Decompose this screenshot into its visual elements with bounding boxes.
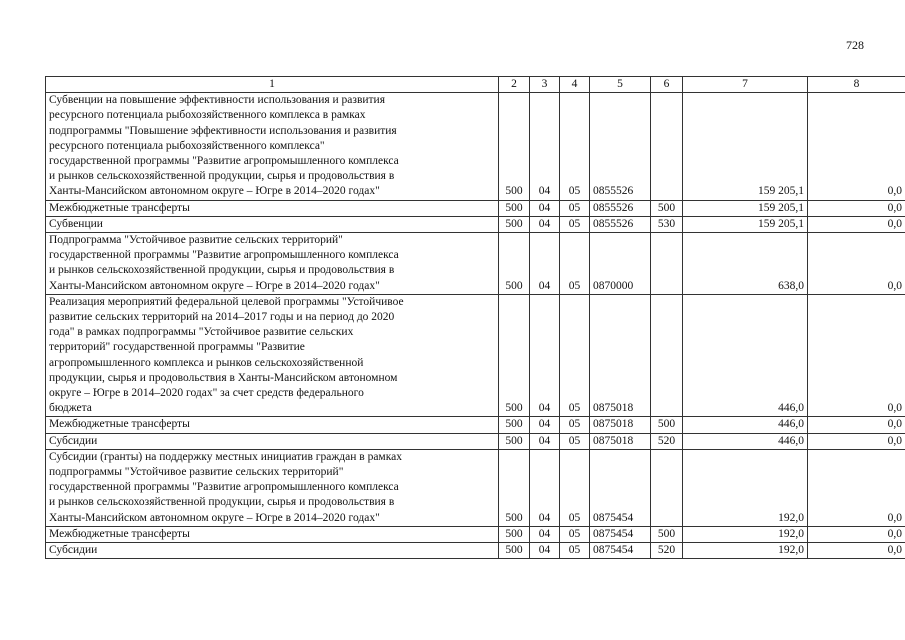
budget-table xyxy=(45,76,905,559)
column-header: 8 xyxy=(808,77,905,93)
ministry-code: 500 xyxy=(499,200,530,216)
amount-value-2: 0,0 xyxy=(808,417,905,433)
amount-value: 159 205,1 xyxy=(683,216,808,232)
column-header: 6 xyxy=(651,77,683,93)
section-code: 04 xyxy=(530,233,560,295)
expense-type-code: 520 xyxy=(651,433,683,449)
section-code: 04 xyxy=(530,93,560,200)
expense-type-code: 500 xyxy=(651,526,683,542)
subsection-code: 05 xyxy=(560,449,590,526)
subsection-code: 05 xyxy=(560,233,590,295)
amount-value: 159 205,1 xyxy=(683,200,808,216)
section-code: 04 xyxy=(530,433,560,449)
ministry-code: 500 xyxy=(499,417,530,433)
column-header: 5 xyxy=(590,77,651,93)
ministry-code: 500 xyxy=(499,294,530,417)
table-body xyxy=(46,77,905,559)
amount-value: 192,0 xyxy=(683,449,808,526)
line-item-name: Субвенции на повышение эффективности использования и развития ресурсного потенциала рыбохозяйственного комплекса в рамках подпрограммы "Повышение эффективности использования и развития ресурсного потенциала рыбохозяйственного комплекса" государственной программы "Развитие агропромышленного комплекса и рынков сельскохозяйственной продукции, сырья и продовольствия в Ханты-Мансийском автономном округе – Югре в 2014–2020 годах" xyxy=(46,93,499,200)
amount-value: 638,0 xyxy=(683,233,808,295)
line-item-name: Субсидии xyxy=(46,543,499,559)
amount-value-2: 0,0 xyxy=(808,216,905,232)
line-item-name: Подпрограмма "Устойчивое развитие сельских территорий" государственной программы "Развитие агропромышленного комплекса и рынков сельскохозяйственной продукции, сырья и продовольствия в Ханты-Мансийском автономном округе – Югре в 2014–2020 годах" xyxy=(46,233,499,295)
subsection-code: 05 xyxy=(560,543,590,559)
target-item-code: 0875454 xyxy=(590,543,651,559)
table-row xyxy=(46,200,905,216)
ministry-code: 500 xyxy=(499,433,530,449)
amount-value: 446,0 xyxy=(683,294,808,417)
expense-type-code: 500 xyxy=(651,417,683,433)
table-row xyxy=(46,449,905,526)
section-code: 04 xyxy=(530,216,560,232)
amount-value-2: 0,0 xyxy=(808,93,905,200)
column-header: 7 xyxy=(683,77,808,93)
amount-value-2: 0,0 xyxy=(808,233,905,295)
ministry-code: 500 xyxy=(499,93,530,200)
target-item-code: 0855526 xyxy=(590,200,651,216)
ministry-code: 500 xyxy=(499,449,530,526)
table-header-row xyxy=(46,77,905,93)
expense-type-code xyxy=(651,233,683,295)
amount-value-2: 0,0 xyxy=(808,526,905,542)
amount-value: 192,0 xyxy=(683,526,808,542)
column-header: 3 xyxy=(530,77,560,93)
line-item-name: Межбюджетные трансферты xyxy=(46,417,499,433)
subsection-code: 05 xyxy=(560,526,590,542)
amount-value: 446,0 xyxy=(683,417,808,433)
table-row xyxy=(46,294,905,417)
column-header: 4 xyxy=(560,77,590,93)
line-item-name: Межбюджетные трансферты xyxy=(46,526,499,542)
expense-type-code xyxy=(651,449,683,526)
section-code: 04 xyxy=(530,200,560,216)
subsection-code: 05 xyxy=(560,93,590,200)
section-code: 04 xyxy=(530,526,560,542)
ministry-code: 500 xyxy=(499,526,530,542)
expense-type-code xyxy=(651,93,683,200)
target-item-code: 0870000 xyxy=(590,233,651,295)
amount-value: 192,0 xyxy=(683,543,808,559)
page-number: 728 xyxy=(846,38,864,52)
subsection-code: 05 xyxy=(560,433,590,449)
table-row xyxy=(46,216,905,232)
line-item-name: Межбюджетные трансферты xyxy=(46,200,499,216)
target-item-code: 0875018 xyxy=(590,433,651,449)
section-code: 04 xyxy=(530,449,560,526)
section-code: 04 xyxy=(530,543,560,559)
ministry-code: 500 xyxy=(499,216,530,232)
amount-value-2: 0,0 xyxy=(808,543,905,559)
subsection-code: 05 xyxy=(560,216,590,232)
target-item-code: 0875454 xyxy=(590,526,651,542)
table-row xyxy=(46,526,905,542)
line-item-name: Субвенции xyxy=(46,216,499,232)
subsection-code: 05 xyxy=(560,417,590,433)
amount-value-2: 0,0 xyxy=(808,433,905,449)
table-row xyxy=(46,433,905,449)
target-item-code: 0875454 xyxy=(590,449,651,526)
column-header: 2 xyxy=(499,77,530,93)
line-item-name: Реализация мероприятий федеральной целевой программы "Устойчивое развитие сельских территорий на 2014–2017 годы и на период до 2020 года" в рамках подпрограммы "Устойчивое развитие сельских территорий" государственной программы "Развитие агропромышленного комплекса и рынков сельскохозяйственной продукции, сырья и продовольствия в Ханты-Мансийском автономном округе – Югре в 2014–2020 годах" за счет средств федерального бюджета xyxy=(46,294,499,417)
expense-type-code xyxy=(651,294,683,417)
target-item-code: 0855526 xyxy=(590,93,651,200)
ministry-code: 500 xyxy=(499,233,530,295)
expense-type-code: 500 xyxy=(651,200,683,216)
target-item-code: 0875018 xyxy=(590,417,651,433)
amount-value-2: 0,0 xyxy=(808,449,905,526)
expense-type-code: 530 xyxy=(651,216,683,232)
section-code: 04 xyxy=(530,294,560,417)
amount-value-2: 0,0 xyxy=(808,294,905,417)
target-item-code: 0875018 xyxy=(590,294,651,417)
table-row xyxy=(46,417,905,433)
ministry-code: 500 xyxy=(499,543,530,559)
subsection-code: 05 xyxy=(560,294,590,417)
table-row xyxy=(46,233,905,295)
table-row xyxy=(46,543,905,559)
line-item-name: Субсидии xyxy=(46,433,499,449)
column-header: 1 xyxy=(46,77,499,93)
amount-value-2: 0,0 xyxy=(808,200,905,216)
line-item-name: Субсидии (гранты) на поддержку местных инициатив граждан в рамках подпрограммы "Устойчивое развитие сельских территорий" государственной программы "Развитие агропромышленного комплекса и рынков сельскохозяйственной продукции, сырья и продовольствия в Ханты-Мансийском автономном округе – Югре в 2014–2020 годах" xyxy=(46,449,499,526)
subsection-code: 05 xyxy=(560,200,590,216)
amount-value: 446,0 xyxy=(683,433,808,449)
amount-value: 159 205,1 xyxy=(683,93,808,200)
expense-type-code: 520 xyxy=(651,543,683,559)
target-item-code: 0855526 xyxy=(590,216,651,232)
section-code: 04 xyxy=(530,417,560,433)
table-row xyxy=(46,93,905,200)
